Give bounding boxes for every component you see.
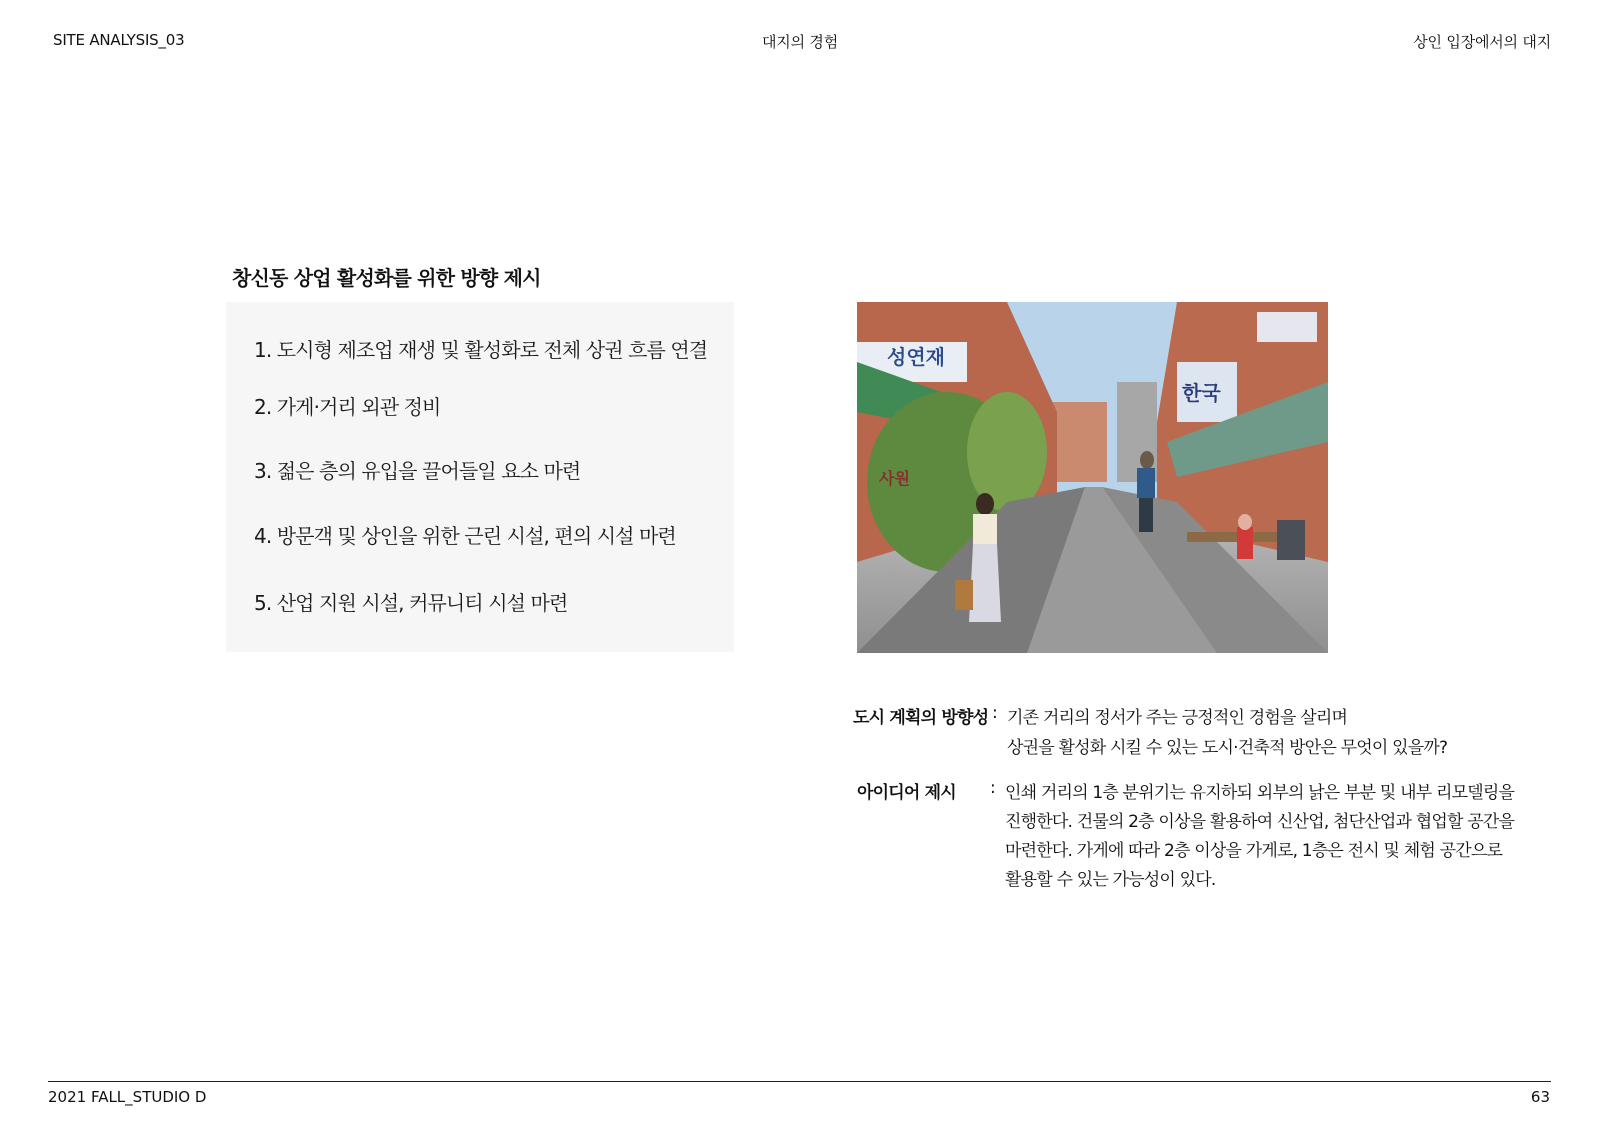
- page-number: 63: [1530, 1088, 1550, 1106]
- street-photo: [857, 302, 1328, 653]
- list-item: 1. 도시형 제조업 재생 및 활성화로 전체 상권 흐름 연결: [254, 338, 708, 362]
- idea-line: 활용할 수 있는 가능성이 있다.: [1005, 870, 1216, 890]
- direction-line: 기존 거리의 정서가 주는 긍정적인 경험을 살리며: [1007, 708, 1348, 728]
- header-left: SITE ANALYSIS_03: [53, 31, 185, 49]
- section-title: 창신동 상업 활성화를 위한 방향 제시: [232, 266, 541, 290]
- direction-panel: [226, 302, 734, 652]
- list-item: 5. 산업 지원 시설, 커뮤니티 시설 마련: [254, 591, 568, 615]
- sign-left-small: 사원: [879, 469, 910, 488]
- idea-label: 아이디어 제시: [857, 783, 956, 803]
- header-right: 상인 입장에서의 대지: [1413, 33, 1551, 51]
- street-photo-illustration: [857, 302, 1328, 653]
- idea-line: 마련한다. 가게에 따라 2층 이상을 가게로, 1층은 전시 및 체험 공간으로: [1005, 841, 1503, 861]
- footer-divider: [48, 1081, 1551, 1082]
- idea-colon: :: [990, 778, 996, 798]
- sign-left: 성연재: [887, 345, 945, 369]
- direction-label: 도시 계획의 방향성: [853, 708, 989, 728]
- direction-colon: :: [992, 703, 998, 723]
- idea-line: 진행한다. 건물의 2층 이상을 활용하여 신산업, 첨단산업과 협업할 공간을: [1005, 812, 1515, 832]
- list-item: 2. 가게·거리 외관 정비: [254, 395, 441, 419]
- header-center: 대지의 경험: [761, 33, 839, 51]
- list-item: 3. 젊은 층의 유입을 끌어들일 요소 마련: [254, 459, 581, 483]
- idea-line: 인쇄 거리의 1층 분위기는 유지하되 외부의 낡은 부분 및 내부 리모델링을: [1005, 783, 1515, 803]
- direction-line: 상권을 활성화 시킬 수 있는 도시·건축적 방안은 무엇이 있을까?: [1007, 738, 1448, 758]
- sign-right: 한국: [1182, 381, 1221, 405]
- list-item: 4. 방문객 및 상인을 위한 근린 시설, 편의 시설 마련: [254, 524, 676, 548]
- footer-left: 2021 FALL_STUDIO D: [48, 1088, 207, 1106]
